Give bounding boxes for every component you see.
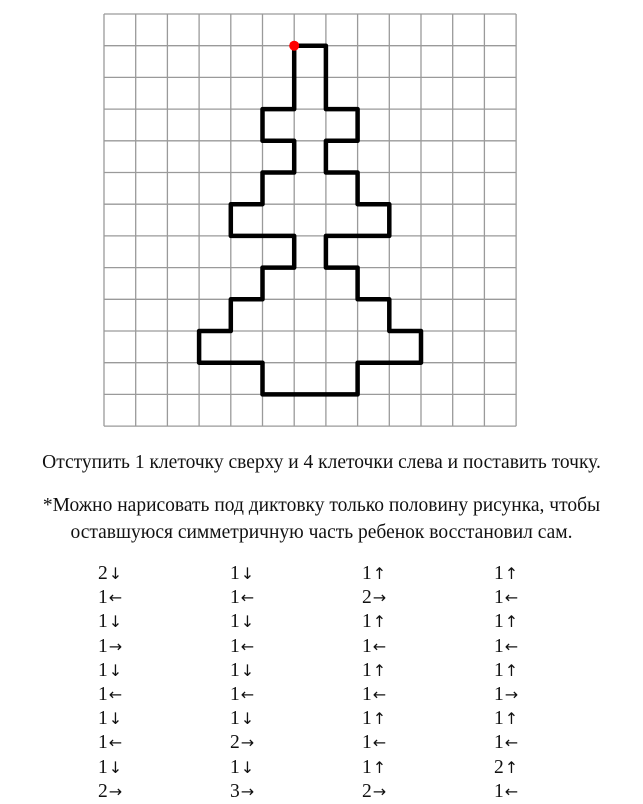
step-count: 1 [362,708,372,730]
arrow-right-icon: → [372,588,387,608]
step-item [230,635,290,659]
step-count: 1 [98,611,108,633]
arrow-up-icon: ↑ [372,612,387,632]
step-item [98,756,158,780]
step-count: 1 [230,563,240,584]
arrow-down-icon: ↓ [240,660,255,680]
step-item [494,683,554,707]
arrow-down-icon: ↓ [240,709,255,729]
arrow-left-icon: ← [240,588,255,608]
arrow-up-icon: ↑ [504,757,519,777]
arrow-up-icon: ↑ [372,757,387,777]
step-column-4 [494,562,554,804]
arrow-down-icon: ↓ [108,709,123,729]
arrow-down-icon: ↓ [240,612,255,632]
step-item [362,586,422,610]
step-item [362,707,422,731]
step-column-3 [362,562,422,804]
step-count: 1 [494,708,504,730]
step-count: 1 [362,732,372,754]
step-item [98,707,158,731]
step-item [98,562,158,586]
arrow-down-icon: ↓ [240,564,255,583]
arrow-up-icon: ↑ [504,709,519,729]
tree-outline [199,46,421,395]
arrow-down-icon: ↓ [240,757,255,777]
step-count: 1 [230,635,240,657]
arrow-left-icon: ← [504,636,519,656]
arrow-left-icon: ← [372,684,387,704]
start-dot [289,41,299,51]
arrow-down-icon: ↓ [108,660,123,680]
arrow-up-icon: ↑ [372,709,387,729]
step-count: 1 [230,683,240,705]
step-count: 2 [494,756,504,778]
step-item [230,610,290,634]
step-item [362,659,422,683]
step-item [362,562,422,586]
step-count: 1 [494,780,504,802]
step-column-2 [230,562,290,804]
step-count: 2 [230,732,240,754]
arrow-left-icon: ← [504,781,519,801]
step-count: 1 [230,708,240,730]
step-count: 1 [494,659,504,681]
step-item [230,683,290,707]
arrow-left-icon: ← [108,684,123,704]
arrow-right-icon: → [504,684,519,704]
step-count: 1 [362,756,372,778]
step-count: 1 [98,708,108,730]
note-line-2: оставшуюся симметричную часть ребенок восстановил сам. [70,522,573,543]
step-item [230,707,290,731]
arrow-left-icon: ← [108,733,123,753]
step-count: 1 [230,756,240,778]
step-item [230,780,290,804]
arrow-up-icon: ↑ [504,660,519,680]
note-line-1: *Можно нарисовать под диктовку только половину рисунка, чтобы [42,495,601,516]
step-count: 1 [494,732,504,754]
step-item [362,635,422,659]
arrow-left-icon: ← [240,684,255,704]
step-item [494,635,554,659]
arrow-down-icon: ↓ [108,564,123,583]
arrow-down-icon: ↓ [108,612,123,632]
step-count: 1 [230,611,240,633]
step-item [98,683,158,707]
step-item [230,586,290,610]
step-column-1 [98,562,158,804]
step-item [494,659,554,683]
step-count: 2 [362,780,372,802]
arrow-down-icon: ↓ [108,757,123,777]
arrow-right-icon: → [240,733,255,753]
step-count: 1 [362,683,372,705]
step-count: 1 [494,563,504,584]
step-count: 1 [362,659,372,681]
step-item [494,780,554,804]
arrow-up-icon: ↑ [372,660,387,680]
step-count: 1 [98,659,108,681]
arrow-right-icon: → [108,781,123,801]
instruction-text: Отступить 1 клеточку сверху и 4 клеточки слева и поставить точку. [42,452,601,473]
step-item [98,610,158,634]
step-item [362,756,422,780]
arrow-up-icon: ↑ [504,612,519,632]
arrow-up-icon: ↑ [504,564,519,583]
step-item [494,562,554,586]
step-item [230,731,290,755]
step-item [98,659,158,683]
dictation-steps [0,562,643,800]
step-count: 1 [494,683,504,705]
step-count: 1 [98,683,108,705]
note-text [0,492,643,546]
step-item [362,731,422,755]
step-item [98,731,158,755]
step-item [362,683,422,707]
step-item [230,756,290,780]
arrow-up-icon: ↑ [372,564,387,583]
step-item [98,780,158,804]
step-count: 2 [362,587,372,609]
step-count: 1 [98,635,108,657]
step-count: 1 [230,659,240,681]
step-count: 1 [362,611,372,633]
step-item [230,659,290,683]
step-item [362,780,422,804]
arrow-right-icon: → [108,636,123,656]
step-count: 1 [362,563,372,584]
step-item [362,610,422,634]
step-count: 1 [494,635,504,657]
step-item [230,562,290,586]
arrow-left-icon: ← [504,733,519,753]
step-item [494,731,554,755]
arrow-left-icon: ← [372,636,387,656]
step-item [494,586,554,610]
step-count: 1 [494,611,504,633]
step-count: 3 [230,780,240,802]
step-count: 2 [98,563,108,584]
step-item [494,610,554,634]
step-count: 2 [98,780,108,802]
step-count: 1 [98,587,108,609]
arrow-left-icon: ← [372,733,387,753]
arrow-left-icon: ← [504,588,519,608]
arrow-left-icon: ← [108,588,123,608]
step-item [494,707,554,731]
step-count: 1 [230,587,240,609]
step-count: 1 [98,756,108,778]
step-count: 1 [494,587,504,609]
step-item [494,756,554,780]
arrow-right-icon: → [372,781,387,801]
step-count: 1 [98,732,108,754]
arrow-right-icon: → [240,781,255,801]
step-item [98,635,158,659]
arrow-left-icon: ← [240,636,255,656]
step-count: 1 [362,635,372,657]
step-item [98,586,158,610]
